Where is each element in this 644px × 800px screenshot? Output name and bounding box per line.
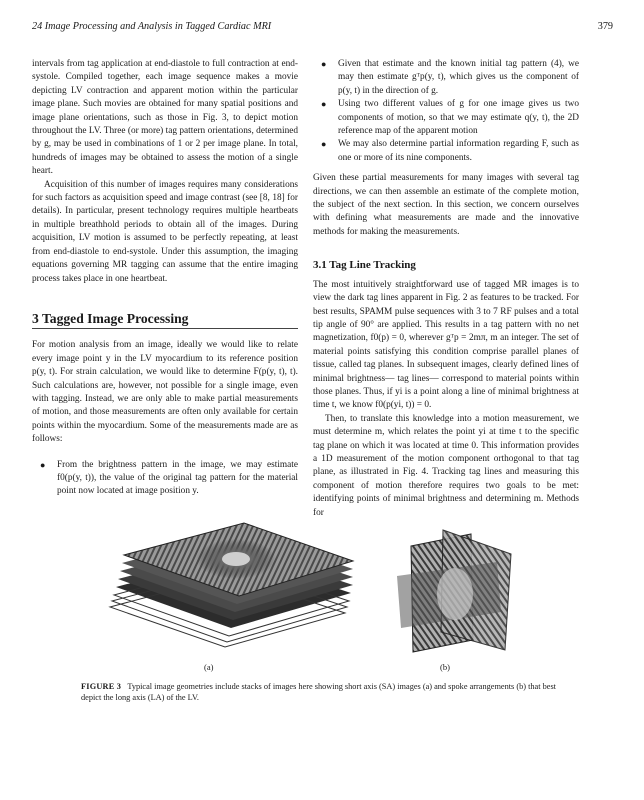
list-item bbox=[313, 138, 579, 165]
paragraph: Acquisition of this number of images requires many considerations for such factors as acquisition speed and image contrast (see [8, 18] for details). In particular, present technology requires multiple heartbeats in multiple breathhold periods to obtain all of the images. During acquisition, LV motion is assumed to be perfectly repeating, at least from end-diastole to end-systole. Under this assumption, the imaging equations governing MR tagging can assume that the entire imaging process takes place in one heartbeat. bbox=[32, 179, 298, 284]
figure-a-sa-stack bbox=[86, 515, 356, 650]
paragraph: For motion analysis from an image, ideally we would like to relate every image point y in the LV myocardium to its reference position p(y, t). For strain calculation, we would like to determine F(p(y, t), t). Such calculations are, however, not possible for a single image, even with tagging. Instead, we are only able to make partial measurements of motion, and those measurements are often only available for certain points within the myocardium. Some of the measurements made are as follows: bbox=[32, 340, 298, 445]
caption-label: FIGURE 3 bbox=[81, 682, 122, 691]
paragraph: intervals from tag application at end-diastole to full contraction at end-systole. Compiled together, each image sequence makes a movie depicting LV contraction and apparent motion within the particular image plane. Such movies are obtained for many spatial positions and image plane orientations, such as those in Fig. 3, to depict motion throughout the LV. Three (or more) tag pattern orientations, determined by g, may be used in combinations of 1 or 2 per image plane. In total, hundreds of images may be obtained to assess the motion of a single heart. bbox=[32, 59, 298, 177]
section-title: 3 Tagged Image Processing bbox=[32, 312, 298, 329]
caption-text: Typical image geometries include stacks of images here showing short axis (SA) images (a) and spoke arrangements (b) that best depict the long axis (LA) of the LV. bbox=[81, 682, 556, 702]
page-number: 379 bbox=[597, 21, 613, 32]
bullet-list bbox=[313, 58, 579, 165]
paragraph: Given these partial measurements for many images with several tag directions, we can then assemble an estimate of the complete motion, the subject of the next section. In this section, we concern ourselves with defining what measurements are made and the innovative methods for making the measurements. bbox=[313, 173, 579, 237]
list-item-text: Using two different values of g for one image gives us two components of motion, so that we may estimate q(y, t), the 2D reference map of the apparent motion bbox=[338, 99, 579, 137]
running-header bbox=[32, 21, 613, 35]
subsection-title: 3.1 Tag Line Tracking bbox=[313, 259, 416, 272]
list-item bbox=[313, 98, 579, 138]
bullet-list bbox=[32, 459, 298, 499]
figure-a-label: (a) bbox=[204, 662, 214, 672]
list-item bbox=[32, 459, 298, 499]
running-title: 24 Image Processing and Analysis in Tagged Cardiac MRI bbox=[32, 21, 272, 32]
list-item-text: From the brightness pattern in the image, we may estimate f0(p(y, t)), the value of the original tag pattern for the material point now located at image position y. bbox=[57, 459, 298, 497]
bullet-icon: ● bbox=[321, 99, 327, 110]
figure-b-la-spokes bbox=[393, 528, 518, 658]
bullet-icon: ● bbox=[321, 139, 327, 150]
paragraph: Then, to translate this knowledge into a motion measurement, we must determine m, which relates the point yi at time t to the specific tag plane on which it was located at time 0. This information provides a 1D measurement of the motion component orthogonal to that tag plane, as illustrated in Fig. 4. Tracking tag lines and measuring this component of motion therefore requires two goals to be met: identifying points of minimal brightness and determining m. Methods for bbox=[313, 413, 579, 518]
paragraph: The most intuitively straightforward use of tagged MR images is to view the dark tag lines apparent in Fig. 2 as features to be tracked. For best results, SPAMM pulse sequences with 3 to 7 RF pulses and a total tip angle of 90° are applied. This results in a tag pattern with no net magnetization, f0(p) = 0, wherever gᵀp = 2mπ, m an integer. The set of material points satisfying this condition comprise parallel planes of tissue, called tag planes. In subsequent images, clearly defined lines of minimal brightness— tag lines— correspond to material points within those planes. Thus, if yi is a point along a line of minimal brightness at time t, we know f0(p(yi, t)) = 0. bbox=[313, 279, 579, 411]
bullet-icon: ● bbox=[321, 59, 327, 69]
slice-stack bbox=[110, 523, 353, 647]
figure-caption bbox=[81, 681, 577, 703]
list-item-text: Given that estimate and the known initial tag pattern (4), we may then estimate gᵀp(y, t), which gives us the component of p(y, t) in the direction of g. bbox=[338, 59, 579, 96]
list-item-text: We may also determine partial information regarding F, such as one or more of its nine components. bbox=[338, 139, 579, 163]
list-item bbox=[313, 58, 579, 98]
left-column bbox=[32, 58, 298, 499]
right-column bbox=[313, 58, 579, 520]
figure-b-label: (b) bbox=[440, 662, 450, 672]
bullet-icon: ● bbox=[40, 459, 46, 470]
